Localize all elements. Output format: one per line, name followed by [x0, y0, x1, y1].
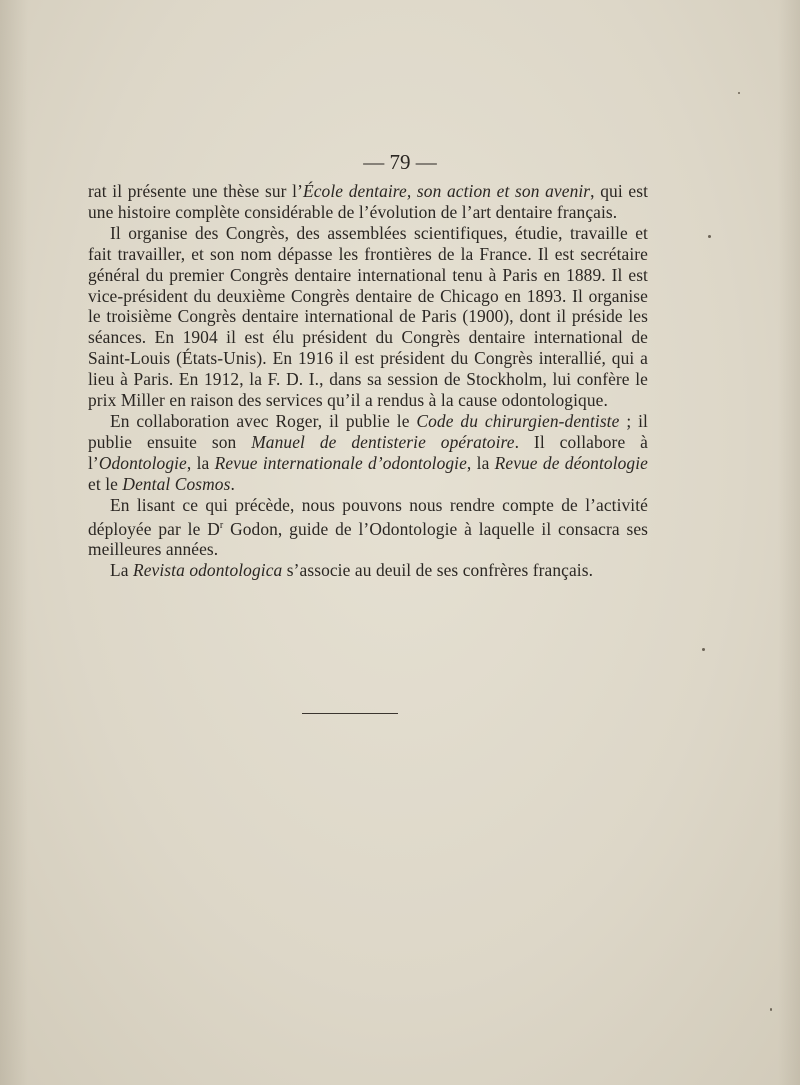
paragraph-4-text-a: En lisant ce qui précède, nous pouvons nous rendre compte de l’activité déployée par le D [88, 494, 648, 539]
paragraph-1-text-a: rat il présente une thèse sur l’ [88, 181, 304, 201]
paragraph-1-text-b: , qui est une histoire complète considérable de l’évolution de l’art dentaire français. [88, 181, 649, 222]
title-revue-internationale: Revue internationale d’odontologie [214, 452, 467, 473]
paragraph-3-text-e: , la [466, 452, 495, 473]
section-end-rule [302, 713, 398, 714]
paragraph-4 [88, 495, 648, 561]
title-revista-odontologica: Revista odontologica [133, 560, 283, 581]
title-revue-deontologie: Revue de déontologie [494, 452, 648, 473]
paragraph-3-text-c: . Il collabore à l’ [88, 431, 648, 473]
paragraph-5-text-a: La [110, 560, 133, 581]
book-title-ecole-dentaire: École dentaire, son action et son avenir [303, 181, 591, 201]
title-manuel-dentisterie: Manuel de dentisterie opératoire [251, 431, 515, 452]
paragraph-3-text-d: , la [186, 452, 215, 473]
doctor-abbrev-superscript: r [219, 519, 224, 531]
paragraph-3-text-a: En collaboration avec Roger, il publie le [110, 410, 417, 431]
body-text [88, 181, 648, 581]
paper-speck [770, 1008, 772, 1011]
title-code-chirurgien-dentiste: Code du chirurgien-dentiste [416, 410, 620, 431]
paragraph-2: Il organise des Congrès, des assemblées scientifiques, étudie, travaille et fait travailler, et son nom dépasse les frontières de la France. Il est secrétaire général du premier Congrès dentaire international tenu à Paris en 1889. Il est vice-président du deuxième Congrès dentaire de Chicago en 1893. Il organise le troisième Congrès dentaire international de Paris (1900), dont il préside les séances. En 1904 il est élu président du Congrès dentaire international de Saint-Louis (États-Unis). En 1916 il est président du Congrès interallié, qui a lieu à Paris. En 1912, la F. D. I., dans sa session de Stockholm, lui confère le prix Miller en raison des services qu’il a rendus à la cause odontologique. [88, 222, 648, 411]
paragraph-3-text-f: et le [88, 473, 123, 494]
paragraph-3 [88, 411, 648, 495]
paragraph-5-text-b: s’associe au deuil de ses confrères français. [282, 560, 594, 581]
paper-speck [738, 92, 740, 94]
title-odontologie: Odontologie [98, 452, 187, 473]
paper-speck [702, 648, 705, 651]
paper-speck [708, 235, 711, 238]
page-number: — 79 — [363, 150, 437, 174]
paragraph-4-text-b: Godon, guide de l’Odontologie à laquelle il consacra ses meilleures années. [88, 518, 649, 560]
paragraph-3-text-b: ; il publie ensuite son [88, 410, 648, 452]
title-dental-cosmos: Dental Cosmos [122, 473, 231, 494]
paragraph-5 [88, 560, 648, 581]
paragraph-3-text-g: . [230, 473, 235, 494]
paragraph-1 [88, 181, 648, 223]
